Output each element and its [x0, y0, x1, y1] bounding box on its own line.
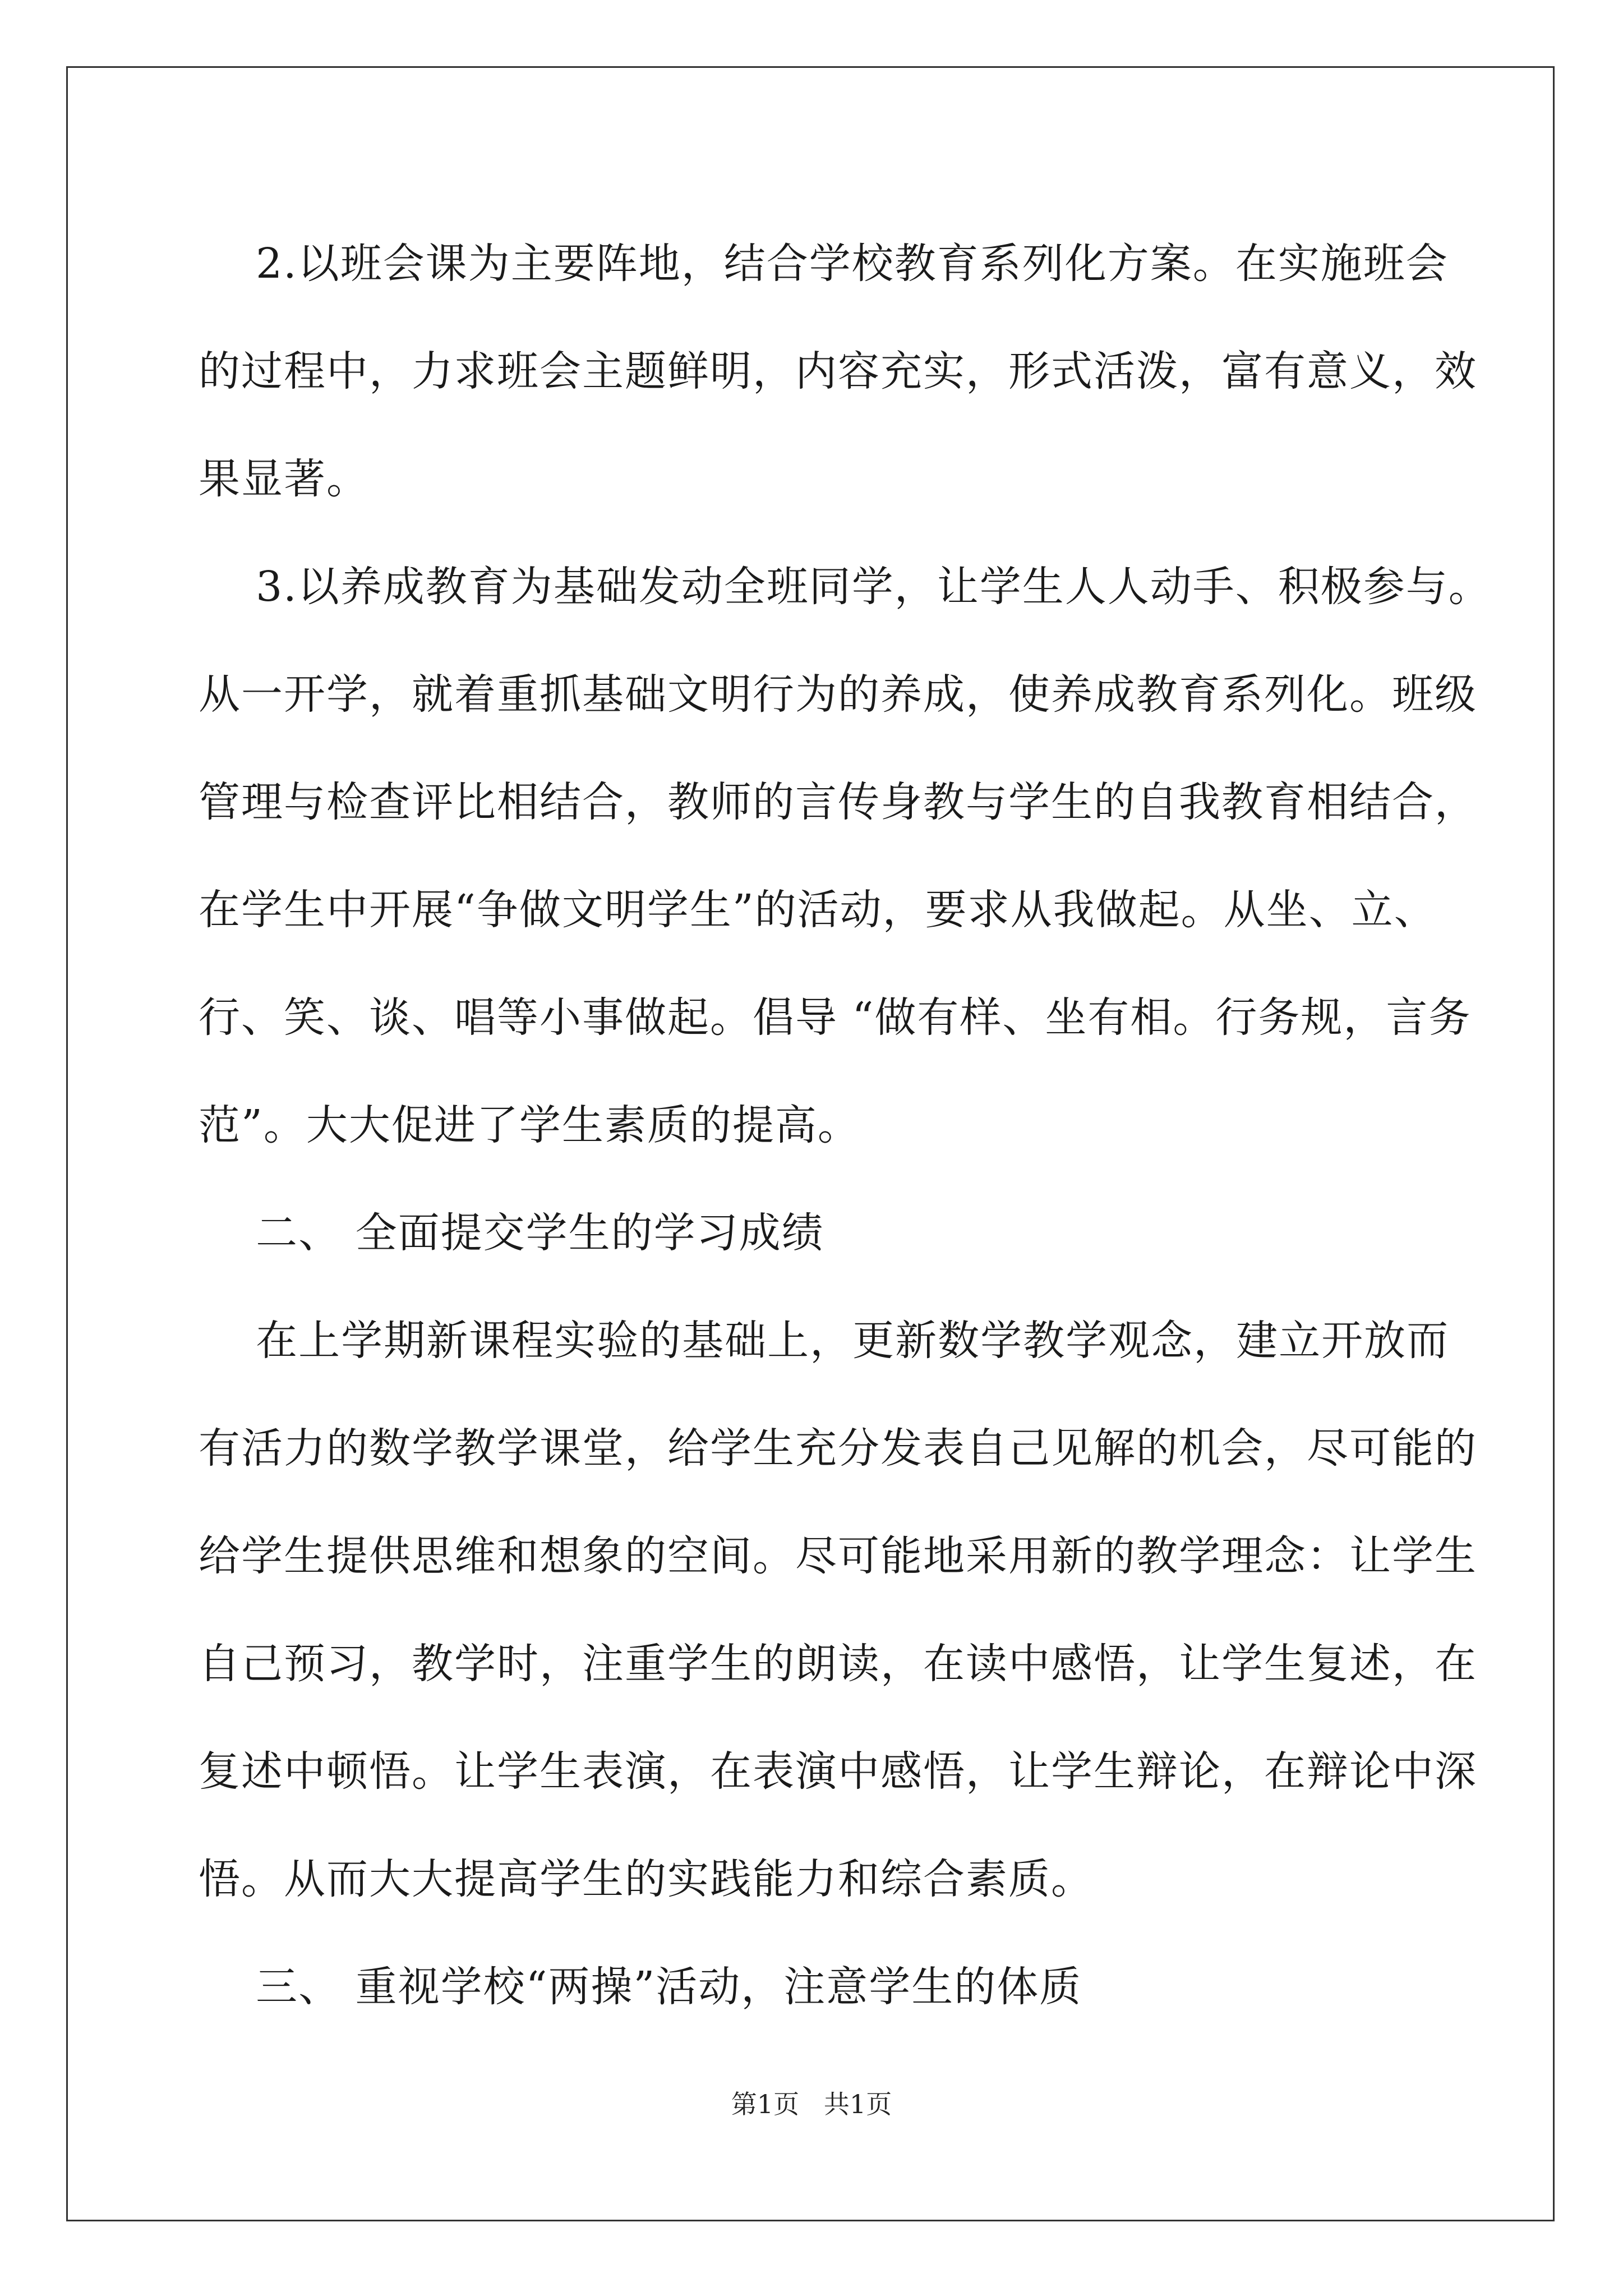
text-line: 给学生提供思维和想象的空间。尽可能地采用新的教学理念：让学生 — [199, 1532, 1477, 1580]
text-line: 果显著。 — [199, 455, 369, 503]
text-line: 的过程中，力求班会主题鲜明，内容充实，形式活泼，富有意义，效 — [199, 347, 1477, 395]
text-line: 复述中顿悟。让学生表演，在表演中感悟，让学生辩论，在辩论中深 — [199, 1747, 1477, 1796]
text-line: 自己预习，教学时，注重学生的朗读，在读中感悟，让学生复述，在 — [199, 1640, 1477, 1688]
page-footer: 第1页 共1页 — [731, 2089, 892, 2119]
text-line: 2.以班会课为主要阵地，结合学校教育系列化方案。在实施班会 — [199, 240, 1449, 288]
section-heading: 三、 重视学校“两操”活动，注意学生的体质 — [199, 1963, 1082, 2011]
document-body — [199, 210, 1491, 2041]
text-line: 行、笑、谈、唱等小事做起。倡导 “做有样、坐有相。行务规，言务 — [199, 993, 1472, 1042]
text-line: 有活力的数学教学课堂，给学生充分发表自己见解的机会，尽可能的 — [199, 1424, 1477, 1473]
text-line: 范”。大大促进了学生素质的提高。 — [199, 1101, 860, 1149]
text-line: 从一开学，就着重抓基础文明行为的养成，使养成教育系列化。班级 — [199, 670, 1477, 719]
text-line: 悟。从而大大提高学生的实践能力和综合素质。 — [199, 1855, 1094, 1903]
text-line: 3.以养成教育为基础发动全班同学，让学生人人动手、积极参与。 — [199, 563, 1491, 611]
text-line: 管理与检查评比相结合，教师的言传身教与学生的自我教育相结合， — [199, 778, 1477, 826]
text-line: 在上学期新课程实验的基础上，更新数学教学观念，建立开放而 — [199, 1317, 1450, 1365]
text-line: 在学生中开展“争做文明学生”的活动，要求从我做起。从坐、立、 — [199, 886, 1437, 934]
section-heading: 二、 全面提交学生的学习成绩 — [199, 1209, 824, 1257]
